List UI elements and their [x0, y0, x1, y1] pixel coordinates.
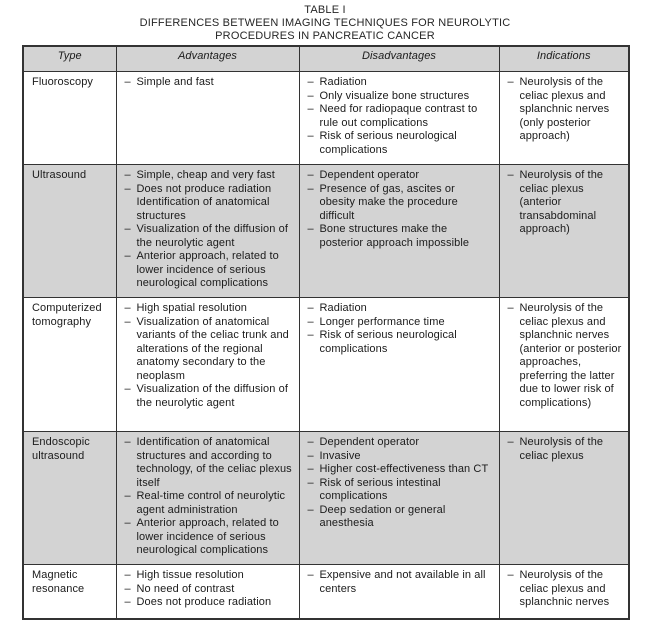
- bullet-item: [508, 302, 624, 410]
- bullet-item: [125, 596, 294, 610]
- bullet-dash: –: [124, 250, 131, 262]
- bullet-text: Identification of anatomical structures: [136, 196, 270, 222]
- bullet-item: [125, 250, 294, 291]
- bullet-text: No need of contrast: [136, 582, 235, 595]
- bullet-text: Neurolysis of the celiac plexus: [519, 436, 604, 462]
- bullet-text: Neurolysis of the celiac plexus and splanchnic nerves (only posterior approach): [519, 76, 610, 142]
- table-caption-line2: PROCEDURES IN PANCREATIC CANCER: [215, 30, 435, 42]
- bullet-dash: –: [307, 76, 314, 88]
- table-caption-line1: DIFFERENCES BETWEEN IMAGING TECHNIQUES FOR NEUROLYTIC: [139, 17, 511, 29]
- bullet-text: Radiation: [319, 76, 367, 88]
- bullet-text: Visualization of the diffusion of the neurolytic agent: [136, 383, 288, 409]
- bullet-text: Only visualize bone structures: [319, 89, 470, 102]
- bullet-item: [125, 383, 294, 410]
- bullet-item: [308, 436, 494, 450]
- bullet-text: Radiation: [319, 302, 367, 314]
- bullet-item: [125, 569, 294, 583]
- bullet-item: [308, 569, 494, 596]
- bullet-text: Neurolysis of the celiac plexus and splanchnic nerves (anterior or posterior approaches, preferring the latter due to lower risk of complications): [519, 302, 622, 409]
- bullet-item: [125, 196, 294, 223]
- cell-disadvantages: [299, 72, 499, 165]
- bullet-dash: –: [507, 569, 514, 581]
- cell-disadvantages: [299, 565, 499, 619]
- bullet-dash: –: [307, 223, 314, 235]
- bullet-item: [308, 223, 494, 250]
- bullet-dash: –: [307, 302, 314, 314]
- bullet-dash: –: [124, 76, 131, 88]
- technique-name: Endoscopic ultrasound: [32, 436, 90, 462]
- bullet-item: [125, 436, 294, 490]
- cell-advantages: [116, 72, 299, 165]
- bullet-item: [125, 490, 294, 517]
- bullet-text: Simple and fast: [136, 76, 214, 88]
- bullet-item: [125, 583, 294, 597]
- cell-advantages: [116, 298, 299, 432]
- cell-disadvantages: [299, 165, 499, 298]
- bullet-text: Presence of gas, ascites or obesity make the procedure difficult: [319, 182, 458, 222]
- table-row-magnetic-resonance: [23, 565, 629, 619]
- bullet-item: [125, 316, 294, 384]
- table-number: TABLE I: [304, 4, 346, 16]
- bullet-item: [508, 169, 624, 237]
- bullet-text: Does not produce radiation: [136, 596, 272, 608]
- bullet-text: Anterior approach, related to lower incidence of serious neurological complications: [136, 250, 279, 289]
- bullet-dash: –: [307, 569, 314, 581]
- cell-type: [23, 72, 116, 165]
- bullet-dash: –: [124, 302, 131, 314]
- cell-indications: [499, 432, 629, 565]
- bullet-text: Risk of serious intestinal complications: [319, 476, 441, 502]
- technique-name: Fluoroscopy: [32, 76, 94, 88]
- column-header-disadvantages: Disadvantages: [299, 46, 499, 72]
- bullet-dash: –: [307, 130, 314, 142]
- bullet-item: [508, 436, 624, 463]
- bullet-dash: –: [307, 315, 314, 328]
- bullet-dash: –: [307, 476, 314, 489]
- bullet-text: Real-time control of neurolytic agent administration: [136, 490, 286, 516]
- bullet-dash: –: [307, 436, 314, 448]
- cell-type: [23, 565, 116, 619]
- bullet-text: Visualization of anatomical variants of the celiac trunk and alterations of the regional anatomy secondary to the neoplasm: [136, 315, 289, 382]
- bullet-dash: –: [124, 596, 131, 608]
- cell-disadvantages: [299, 298, 499, 432]
- bullet-text: High spatial resolution: [136, 302, 248, 314]
- bullet-item: [308, 329, 494, 356]
- bullet-item: [308, 76, 494, 90]
- column-header-advantages: Advantages: [116, 46, 299, 72]
- bullet-item: [308, 504, 494, 531]
- cell-advantages: [116, 165, 299, 298]
- bullet-item: [308, 316, 494, 330]
- bullet-item: [125, 183, 294, 197]
- bullet-dash: –: [307, 503, 314, 516]
- bullet-dash: –: [124, 223, 131, 235]
- bullet-text: Identification of anatomical structures and according to technology, of the celiac plexus itself: [136, 436, 292, 489]
- bullet-text: High tissue resolution: [136, 569, 244, 581]
- bullet-item: [125, 517, 294, 558]
- bullet-item: [125, 302, 294, 316]
- bullet-text: Neurolysis of the celiac plexus (anterior transabdominal approach): [519, 169, 604, 235]
- bullet-item: [308, 169, 494, 183]
- bullet-item: [308, 450, 494, 464]
- table-row-endoscopic-ultrasound: [23, 432, 629, 565]
- bullet-item: [308, 463, 494, 477]
- bullet-dash: –: [124, 315, 131, 328]
- bullet-dash: –: [307, 169, 314, 181]
- column-header-indications: Indications: [499, 46, 629, 72]
- bullet-text: Bone structures make the posterior approach impossible: [319, 223, 470, 249]
- bullet-item: [125, 76, 294, 90]
- bullet-text: Risk of serious neurological complications: [319, 329, 457, 355]
- cell-indications: [499, 565, 629, 619]
- bullet-text: Invasive: [319, 449, 361, 462]
- cell-disadvantages: [299, 432, 499, 565]
- table-row-computerized-tomography: [23, 298, 629, 432]
- bullet-dash: –: [307, 182, 314, 195]
- bullet-dash: –: [124, 182, 131, 195]
- bullet-item: [508, 569, 624, 610]
- bullet-item: [508, 76, 624, 144]
- cell-indications: [499, 165, 629, 298]
- cell-type: [23, 165, 116, 298]
- table-title-block: [0, 0, 650, 43]
- technique-name: Ultrasound: [32, 169, 87, 181]
- bullet-text: Dependent operator: [319, 436, 420, 448]
- bullet-item: [308, 90, 494, 104]
- bullet-dash: –: [507, 169, 514, 181]
- bullet-text: Need for radiopaque contrast to rule out complications: [319, 103, 478, 129]
- table-header-row: [23, 46, 629, 72]
- bullet-dash: –: [124, 517, 131, 529]
- bullet-dash: –: [124, 169, 131, 181]
- bullet-dash: –: [124, 569, 131, 581]
- bullet-text: Neurolysis of the celiac plexus and splanchnic nerves: [519, 569, 610, 608]
- bullet-text: Higher cost-effectiveness than CT: [319, 463, 489, 475]
- cell-advantages: [116, 565, 299, 619]
- bullet-item: [125, 169, 294, 183]
- table-row-ultrasound: [23, 165, 629, 298]
- cell-type: [23, 298, 116, 432]
- bullet-text: Does not produce radiation: [136, 182, 272, 195]
- bullet-dash: –: [124, 383, 131, 395]
- bullet-text: Longer performance time: [319, 315, 445, 328]
- bullet-text: Visualization of the diffusion of the neurolytic agent: [136, 223, 288, 249]
- column-header-type: Type: [23, 46, 116, 72]
- bullet-dash: –: [124, 582, 131, 595]
- bullet-dash: –: [507, 76, 514, 88]
- technique-name: Computerized tomography: [32, 302, 102, 328]
- bullet-dash: –: [507, 302, 514, 314]
- cell-advantages: [116, 432, 299, 565]
- technique-name: Magnetic resonance: [32, 569, 85, 595]
- bullet-dash: –: [507, 436, 514, 448]
- bullet-dash: –: [124, 490, 131, 502]
- bullet-dash: –: [307, 463, 314, 475]
- bullet-dash: –: [307, 103, 314, 115]
- bullet-item: [308, 103, 494, 130]
- table-row-fluoroscopy: [23, 72, 629, 165]
- bullet-text: Simple, cheap and very fast: [136, 169, 275, 181]
- bullet-dash: –: [307, 449, 314, 462]
- bullet-item: [308, 302, 494, 316]
- imaging-techniques-comparison-table: [22, 45, 630, 620]
- bullet-item: [125, 223, 294, 250]
- bullet-item: [308, 130, 494, 157]
- bullet-dash: –: [307, 329, 314, 341]
- bullet-item: [308, 477, 494, 504]
- bullet-dash: –: [307, 89, 314, 102]
- cell-type: [23, 432, 116, 565]
- cell-indications: [499, 72, 629, 165]
- bullet-text: Dependent operator: [319, 169, 420, 181]
- bullet-dash: –: [124, 436, 131, 448]
- bullet-item: [308, 183, 494, 224]
- bullet-text: Risk of serious neurological complications: [319, 130, 457, 156]
- bullet-text: Deep sedation or general anesthesia: [319, 503, 446, 529]
- bullet-text: Expensive and not available in all centers: [319, 569, 486, 595]
- bullet-text: Anterior approach, related to lower incidence of serious neurological complications: [136, 517, 279, 556]
- cell-indications: [499, 298, 629, 432]
